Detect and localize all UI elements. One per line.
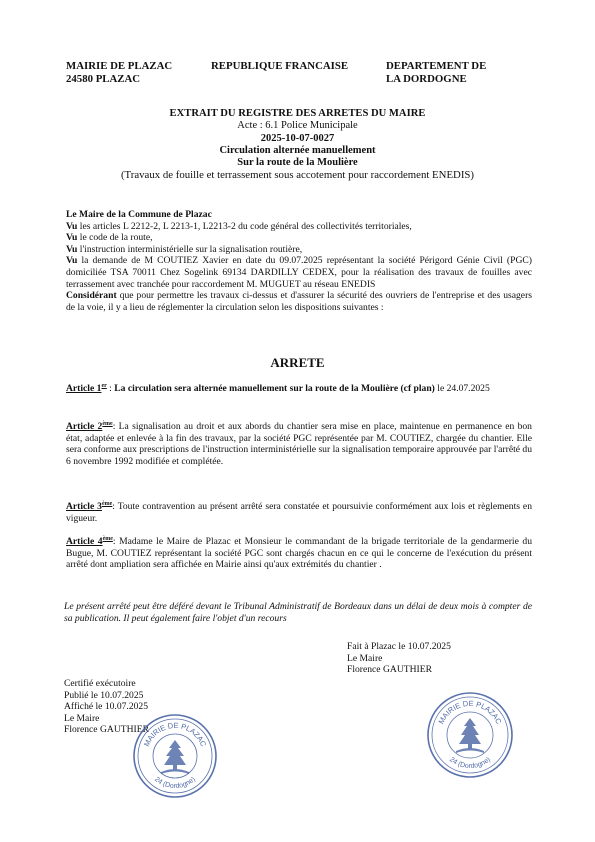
seal-left-bottom-text: 24 (Dordogne): [153, 776, 197, 791]
arrete-heading: ARRETE: [270, 355, 325, 370]
seal-right-emblem: [456, 718, 484, 753]
signature-name: Florence GAUTHIER: [347, 664, 432, 676]
vu-line-3: Vu l'instruction interministérielle sur la signalisation routière,: [66, 243, 303, 255]
publie-date: Publié le 10.07.2025: [64, 689, 144, 701]
vu-line-4: Vu la demande de M COUTIEZ Xavier en date du 09.07.2025 représentant la société Périgord Génie Civil (PGC) domiciliée TSA 70011 Chez Sogelink 69134 DARDILLY CEDEX, pour la réalisation des travaux de fouilles avec terrassement avec tranchée pour raccordement M. MUGUET au réseau ENEDIS: [66, 255, 532, 290]
article-1: Article 1er : La circulation sera alternée manuellement sur la route de la Moulière (cf plan) le 24.07.2025: [66, 382, 490, 394]
mairie-name: MAIRIE DE PLAZAC: [66, 60, 173, 72]
departement-line2: LA DORDOGNE: [386, 72, 467, 85]
title-number: 2025-10-07-0027: [260, 132, 335, 144]
left-signature-title: Le Maire: [64, 712, 100, 724]
preamble-heading: Le Maire de la Commune de Plazac: [66, 209, 212, 220]
article-2: Article 2ème: La signalisation au droit et aux abords du chantier sera mise en place, maintenue en permanence en bon état, adaptée et enlevée à la fin des travaux, par la société PGC représentée par M. COUTIEZ, chargée du chantier. Elle sera conforme aux prescriptions de l'instruction interministérielle sur la signalisation temporaire approuvée par l'arrêté du 6 novembre 1992 modifiée et complétée.: [66, 420, 532, 467]
seal-left-emblem: [161, 740, 189, 774]
preamble: [66, 209, 532, 313]
mairie-header: [66, 60, 172, 85]
document-title: [60, 108, 535, 182]
signature-title: Le Maire: [347, 652, 383, 664]
seal-left-top-text: MAIRIE DE PLAZAC: [141, 720, 209, 748]
affiche-date: Affiché le 10.07.2025: [64, 701, 149, 713]
departement-header: [386, 60, 486, 85]
title-registre: EXTRAIT DU REGISTRE DES ARRETES DU MAIRE: [169, 108, 426, 119]
seal-right-top-text: MAIRIE DE PLAZAC: [436, 698, 504, 726]
recours-notice: Le présent arrêté peut être déféré devant le Tribunal Administratif de Bordeaux dans un délai de deux mois à compter de sa publication. Il peut également faire l'objet d'un recours: [64, 601, 532, 624]
vu-line-1: Vu les articles L 2212-2, L 2213-1, L2213-2 du code général des collectivités territoriales,: [66, 220, 412, 232]
departement-line1: DEPARTEMENT DE: [386, 60, 487, 72]
mairie-seal-left: [131, 712, 219, 800]
signature-place-date: Fait à Plazac le 10.07.2025: [347, 641, 451, 652]
considerant: Considérant que pour permettre les travaux ci-dessus et d'assurer la sécurité des ouvriers de l'entreprise et des usagers de la voie, il y a lieu de réglementer la circulation selon les dispositions suivantes :: [66, 290, 532, 313]
title-subject: Circulation alternée manuellement: [219, 144, 376, 156]
republique-header: REPUBLIQUE FRANCAISE: [211, 60, 349, 72]
mairie-postcode: 24580 PLAZAC: [66, 72, 141, 85]
left-signature-name: Florence GAUTHIER: [64, 724, 149, 736]
mairie-seal-right: [425, 690, 515, 780]
title-acte: Acte : 6.1 Police Municipale: [237, 120, 358, 132]
article-3: Article 3ème: Toute contravention au présent arrêté sera constatée et poursuivie conformément aux lois et règlements en vigueur.: [66, 500, 532, 524]
article-4: Article 4ème: Madame le Maire de Plazac et Monsieur le commandant de la brigade territoriale de la gendarmerie du Bugue, M. COUTIEZ représentant la société PGC sont chargés chacun en ce qui le concerne de l'exécution du présent arrêté dont ampliation sera affichée en Mairie ainsi qu'aux extrémités du chantier .: [66, 535, 532, 571]
title-works: (Travaux de fouille et terrassement sous accotement pour raccordement ENEDIS): [120, 169, 475, 182]
signature-block-right: [347, 641, 451, 676]
seal-right-bottom-text: 24 (Dordogne): [448, 756, 492, 771]
certifie-executoire: Certifié exécutoire: [64, 678, 136, 689]
vu-line-2: Vu le code de la route,: [66, 232, 153, 244]
title-route: Sur la route de la Moulière: [237, 157, 358, 169]
